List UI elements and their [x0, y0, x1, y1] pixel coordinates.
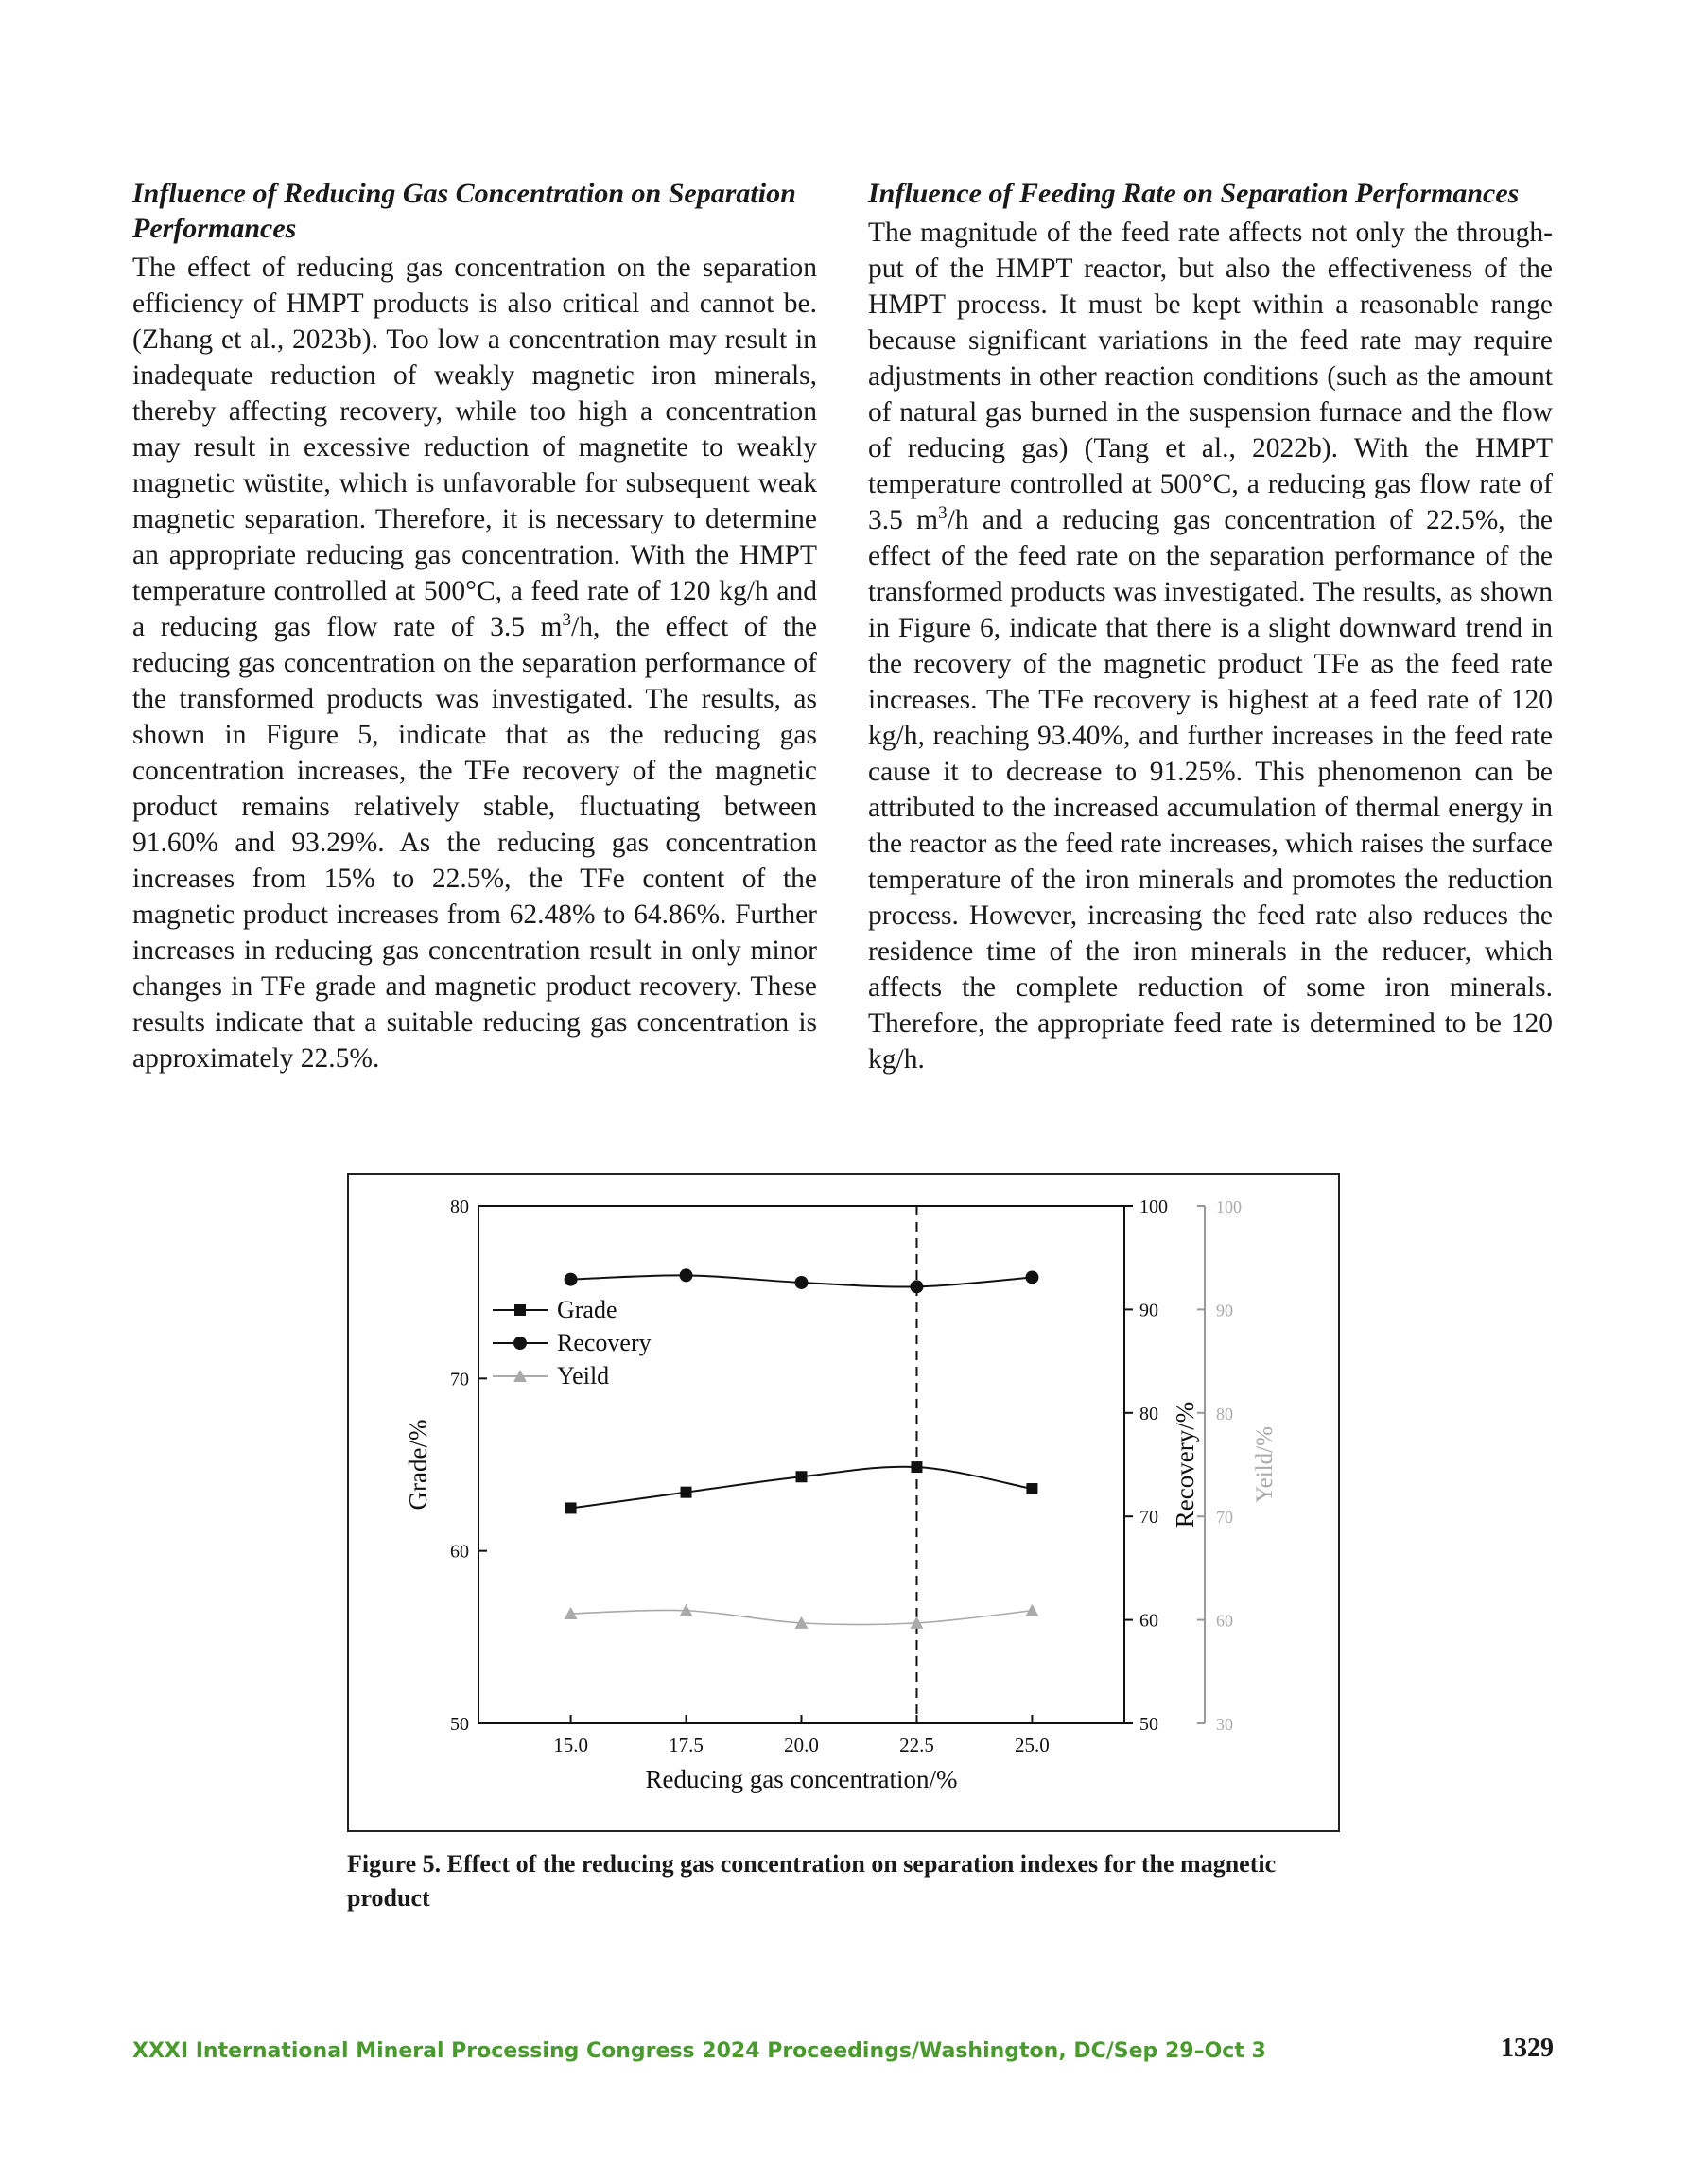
legend-label: Grade: [557, 1296, 617, 1323]
section-heading: Influence of Feeding Rate on Separation Performances: [868, 178, 1520, 209]
y-tick-label-grade: 60: [450, 1541, 469, 1563]
data-point-grade: [796, 1471, 808, 1482]
x-tick-label: 22.5: [899, 1734, 934, 1756]
figure-caption: Figure 5. Effect of the reducing gas concentration on separation indexes for the magnetic product: [347, 1850, 1277, 1912]
legend-marker: [513, 1337, 527, 1350]
page-number: 1329: [1501, 2034, 1554, 2063]
x-tick-label: 15.0: [553, 1734, 588, 1756]
data-point-recovery: [1025, 1270, 1038, 1284]
paragraph: [132, 250, 817, 1076]
paragraph-text: The magnitude of the feed rate affects not only the throughput of the HMPT reactor, but also the effectiveness of the HMPT process. It must be kept within a reasonable range because significant variations in the feed rate may require adjustments in other reaction conditions (such as the amount of natural gas burned in the suspension furnace and the flow of reducing gas) (Tang et al., 2022b). With the HMPT temperature controlled at 500°C, a reducing gas flow rate of 3.5 m: [868, 218, 1553, 535]
y-tick-label-recovery: 60: [1139, 1610, 1158, 1632]
line-chart: [349, 1175, 1338, 1830]
y-tick-label-yield: 100: [1216, 1197, 1242, 1216]
legend-label: Recovery: [557, 1329, 652, 1356]
paragraph: [868, 215, 1553, 1077]
data-point-grade: [911, 1461, 922, 1473]
paragraph-text: The effect of reducing gas concentration on the separation efficiency of HMPT products is also critical and cannot be. (Zhang et al., 2023b). Too low a concentration may result in inadequate reduction of weakly magnetic iron minerals, thereby affecting recovery, while too high a concentration may result in excessive reduction of magnetite to weakly magnetic wüstite, which is unfavorable for subsequent weak magnetic separation. Therefore, it is necessary to determine an appropriate reducing gas concentration. With the HMPT temperature controlled at 500°C, a feed rate of 120 kg/h and a reducing gas flow rate of 3.5 m: [132, 253, 817, 642]
x-tick-label: 17.5: [669, 1734, 704, 1756]
paragraph-text: /h and a reducing gas concentration of 22.5%, the effect of the feed rate on the separation performance of the transformed products was investigated. The results, as shown in Figure 6, indicate that there is a slight downward trend in the recovery of the magnetic product TFe as the feed rate increases. The TFe recovery is highest at a feed rate of 120 kg/h, reaching 93.40%, and further increases in the feed rate cause it to decrease to 91.25%. This phenomenon can be attributed to the increased accumulation of thermal energy in the reactor as the feed rate increases, which raises the surface temperature of the iron minerals and promotes the reduction process. However, increasing the feed rate also reduces the residence time of the iron minerals in the reducer, which affects the complete reduction of some iron minerals. Therefore, the appropriate feed rate is determined to be 120 kg/h.: [868, 505, 1553, 1075]
data-point-grade: [681, 1487, 692, 1498]
legend-label: Yeild: [557, 1362, 610, 1389]
data-point-yeild: [1025, 1604, 1038, 1616]
y-axis-label-yield: Yeild/%: [1252, 1426, 1278, 1503]
left-column: [132, 176, 817, 1076]
paragraph-text: /h, the effect of the reducing gas concentration on the separation performance of the transformed products was investigated. The results, as shown in Figure 5, indicate that as the reducing gas concentration increases, the TFe recovery of the magnetic product remains relatively stable, fluctuating between 91.60% and 93.29%. As the reducing gas concentration increases from 15% to 22.5%, the TFe content of the magnetic product increases from 62.48% to 64.86%. Further increases in reducing gas concentration result in only minor changes in TFe grade and magnetic product recovery. These results indicate that a suitable reducing gas concentration is approximately 22.5%.: [132, 612, 817, 1074]
y-tick-label-yield: 60: [1216, 1611, 1233, 1631]
y-tick-label-grade: 70: [450, 1369, 469, 1390]
y-axis-label-recovery: Recovery/%: [1171, 1401, 1199, 1529]
y-tick-label-yield: 70: [1216, 1508, 1233, 1528]
y-tick-label-yield: 90: [1216, 1301, 1233, 1320]
y-tick-label-recovery: 50: [1139, 1714, 1158, 1735]
section-heading: Influence of Reducing Gas Concentration on Separation Performances: [132, 178, 796, 244]
y-tick-label-yield: 30: [1216, 1715, 1233, 1734]
data-point-grade: [565, 1502, 577, 1513]
y-tick-label-grade: 80: [450, 1197, 469, 1217]
right-column: [868, 176, 1553, 1077]
data-point-recovery: [910, 1280, 923, 1293]
y-tick-label-recovery: 100: [1139, 1197, 1168, 1217]
x-tick-label: 20.0: [784, 1734, 819, 1756]
x-tick-label: 25.0: [1015, 1734, 1050, 1756]
data-point-grade: [1026, 1483, 1037, 1494]
data-point-recovery: [680, 1268, 693, 1282]
legend-marker: [514, 1304, 526, 1316]
y-tick-label-recovery: 90: [1139, 1300, 1158, 1321]
y-tick-label-grade: 50: [450, 1714, 469, 1735]
superscript: 3: [938, 503, 948, 523]
footer-text: XXXI International Mineral Processing Congress 2024 Proceedings/Washington, DC/Sep 29–Oct 3: [132, 2039, 1266, 2063]
figure-5: [347, 1173, 1340, 1832]
data-point-recovery: [795, 1276, 809, 1289]
y-axis-label-grade: Grade/%: [404, 1419, 432, 1511]
y-tick-label-recovery: 80: [1139, 1403, 1158, 1424]
data-point-recovery: [565, 1273, 578, 1286]
x-axis-label: Reducing gas concentration/%: [645, 1765, 958, 1793]
y-tick-label-recovery: 70: [1139, 1507, 1158, 1529]
superscript: 3: [562, 610, 572, 630]
y-tick-label-yield: 80: [1216, 1404, 1233, 1424]
